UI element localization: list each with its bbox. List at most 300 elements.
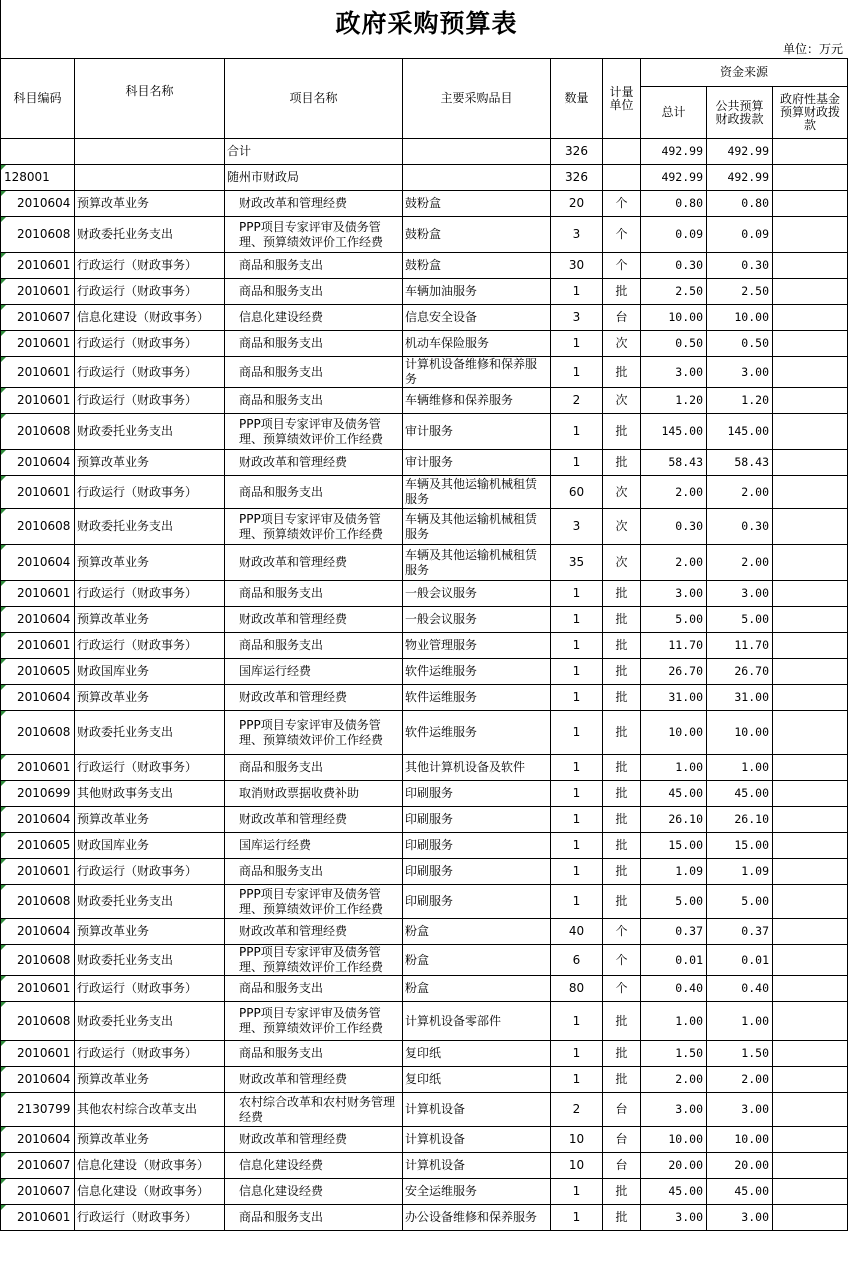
total-cell: 3.00 [641, 1205, 707, 1231]
code-cell: 2010601 [1, 331, 75, 357]
public-budget-cell: 1.00 [707, 755, 773, 781]
unit-cell: 台 [603, 1127, 641, 1153]
table-row [1, 781, 848, 807]
code-cell: 2010607 [1, 1179, 75, 1205]
unit-cell: 批 [603, 807, 641, 833]
header-qty: 数量 [551, 59, 603, 139]
subject-cell: 财政委托业务支出 [75, 711, 225, 755]
table-row [1, 545, 848, 581]
gov-fund-cell [773, 1153, 848, 1179]
table-row [1, 331, 848, 357]
subject-cell: 财政委托业务支出 [75, 217, 225, 253]
subject-cell: 信息化建设（财政事务） [75, 305, 225, 331]
unit-cell: 批 [603, 1179, 641, 1205]
header-funding: 资金来源 [641, 59, 848, 87]
unit-label: 单位：万元 [782, 42, 843, 56]
gov-fund-cell [773, 885, 848, 919]
project-cell: 随州市财政局 [225, 165, 403, 191]
gov-fund-cell [773, 545, 848, 581]
total-cell: 1.00 [641, 755, 707, 781]
gov-fund-cell [773, 659, 848, 685]
public-budget-cell: 26.10 [707, 807, 773, 833]
qty-cell: 326 [551, 139, 603, 165]
qty-cell: 80 [551, 976, 603, 1002]
code-cell: 2010601 [1, 476, 75, 509]
project-cell: 国库运行经费 [225, 833, 403, 859]
project-cell: PPP项目专家评审及债务管理、预算绩效评价工作经费 [225, 414, 403, 450]
code-cell: 2010699 [1, 781, 75, 807]
public-budget-cell: 0.50 [707, 331, 773, 357]
table-row [1, 509, 848, 545]
gov-fund-cell [773, 388, 848, 414]
item-cell: 软件运维服务 [403, 659, 551, 685]
unit-cell: 批 [603, 685, 641, 711]
gov-fund-cell [773, 711, 848, 755]
project-cell: 财政改革和管理经费 [225, 191, 403, 217]
table-row [1, 191, 848, 217]
code-cell: 2010608 [1, 217, 75, 253]
project-cell: 商品和服务支出 [225, 388, 403, 414]
code-cell: 2010604 [1, 807, 75, 833]
unit-cell: 批 [603, 1002, 641, 1041]
qty-cell: 1 [551, 581, 603, 607]
unit-cell: 个 [603, 945, 641, 976]
public-budget-cell: 0.30 [707, 253, 773, 279]
subject-cell: 财政委托业务支出 [75, 1002, 225, 1041]
qty-cell: 60 [551, 476, 603, 509]
code-cell: 2010604 [1, 607, 75, 633]
project-cell: 商品和服务支出 [225, 357, 403, 388]
subject-cell: 行政运行（财政事务） [75, 476, 225, 509]
qty-cell: 10 [551, 1153, 603, 1179]
item-cell: 其他计算机设备及软件 [403, 755, 551, 781]
qty-cell: 2 [551, 1093, 603, 1127]
total-cell: 0.50 [641, 331, 707, 357]
code-cell: 2010607 [1, 305, 75, 331]
qty-cell: 30 [551, 253, 603, 279]
header-project: 项目名称 [225, 59, 403, 139]
subject-cell: 预算改革业务 [75, 607, 225, 633]
project-cell: 农村综合改革和农村财务管理经费 [225, 1093, 403, 1127]
budget-table [0, 58, 848, 1231]
total-cell: 20.00 [641, 1153, 707, 1179]
total-cell: 26.70 [641, 659, 707, 685]
public-budget-cell: 0.37 [707, 919, 773, 945]
unit-cell: 批 [603, 607, 641, 633]
project-cell: 商品和服务支出 [225, 581, 403, 607]
item-cell: 粉盒 [403, 919, 551, 945]
item-cell: 鼓粉盒 [403, 191, 551, 217]
header-gov-fund: 政府性基金预算财政拨款 [773, 87, 848, 139]
code-cell: 2010604 [1, 1067, 75, 1093]
unit-cell: 个 [603, 253, 641, 279]
qty-cell: 1 [551, 755, 603, 781]
public-budget-cell: 26.70 [707, 659, 773, 685]
public-budget-cell: 145.00 [707, 414, 773, 450]
subject-cell: 财政国库业务 [75, 659, 225, 685]
code-cell: 2010601 [1, 1205, 75, 1231]
item-cell: 一般会议服务 [403, 607, 551, 633]
subject-cell: 行政运行（财政事务） [75, 755, 225, 781]
total-cell: 10.00 [641, 1127, 707, 1153]
code-cell: 2010608 [1, 509, 75, 545]
item-cell: 复印纸 [403, 1067, 551, 1093]
subject-cell: 财政委托业务支出 [75, 945, 225, 976]
table-row [1, 711, 848, 755]
total-cell: 0.01 [641, 945, 707, 976]
public-budget-cell: 492.99 [707, 139, 773, 165]
subject-cell: 预算改革业务 [75, 1127, 225, 1153]
code-cell: 2010608 [1, 414, 75, 450]
public-budget-cell: 0.40 [707, 976, 773, 1002]
code-cell: 2010604 [1, 191, 75, 217]
total-cell: 1.00 [641, 1002, 707, 1041]
subject-cell: 预算改革业务 [75, 191, 225, 217]
public-budget-cell: 10.00 [707, 305, 773, 331]
project-cell: 取消财政票据收费补助 [225, 781, 403, 807]
code-cell: 2010608 [1, 1002, 75, 1041]
item-cell: 计算机设备零部件 [403, 1002, 551, 1041]
gov-fund-cell [773, 191, 848, 217]
unit-cell: 批 [603, 859, 641, 885]
project-cell: PPP项目专家评审及债务管理、预算绩效评价工作经费 [225, 509, 403, 545]
total-cell: 5.00 [641, 607, 707, 633]
public-budget-cell: 2.00 [707, 545, 773, 581]
table-row [1, 1127, 848, 1153]
project-cell: PPP项目专家评审及债务管理、预算绩效评价工作经费 [225, 711, 403, 755]
project-cell: 财政改革和管理经费 [225, 1067, 403, 1093]
table-row [1, 165, 848, 191]
total-cell: 3.00 [641, 581, 707, 607]
subject-cell: 行政运行（财政事务） [75, 1205, 225, 1231]
project-cell: 国库运行经费 [225, 659, 403, 685]
item-cell: 印刷服务 [403, 859, 551, 885]
gov-fund-cell [773, 581, 848, 607]
item-cell: 审计服务 [403, 450, 551, 476]
public-budget-cell: 5.00 [707, 885, 773, 919]
qty-cell: 1 [551, 885, 603, 919]
item-cell: 印刷服务 [403, 781, 551, 807]
qty-cell: 6 [551, 945, 603, 976]
public-budget-cell: 3.00 [707, 357, 773, 388]
subject-cell: 其他农村综合改革支出 [75, 1093, 225, 1127]
unit-cell: 个 [603, 191, 641, 217]
project-cell: 信息化建设经费 [225, 1153, 403, 1179]
item-cell: 软件运维服务 [403, 685, 551, 711]
total-cell: 0.30 [641, 253, 707, 279]
unit-cell: 批 [603, 450, 641, 476]
project-cell: PPP项目专家评审及债务管理、预算绩效评价工作经费 [225, 217, 403, 253]
subject-cell: 财政国库业务 [75, 833, 225, 859]
gov-fund-cell [773, 509, 848, 545]
total-cell: 58.43 [641, 450, 707, 476]
project-cell: 财政改革和管理经费 [225, 919, 403, 945]
unit-cell: 个 [603, 217, 641, 253]
code-cell: 2010608 [1, 711, 75, 755]
header-public-budget: 公共预算 财政拨款 [707, 87, 773, 139]
qty-cell: 1 [551, 685, 603, 711]
item-cell: 审计服务 [403, 414, 551, 450]
unit-cell: 批 [603, 755, 641, 781]
table-row [1, 1067, 848, 1093]
project-cell: 商品和服务支出 [225, 279, 403, 305]
qty-cell: 3 [551, 509, 603, 545]
project-cell: 财政改革和管理经费 [225, 607, 403, 633]
gov-fund-cell [773, 253, 848, 279]
item-cell: 物业管理服务 [403, 633, 551, 659]
qty-cell: 1 [551, 414, 603, 450]
public-budget-cell: 10.00 [707, 1127, 773, 1153]
total-cell: 145.00 [641, 414, 707, 450]
project-cell: 信息化建设经费 [225, 1179, 403, 1205]
project-cell: 商品和服务支出 [225, 253, 403, 279]
gov-fund-cell [773, 1205, 848, 1231]
qty-cell: 1 [551, 607, 603, 633]
subject-cell: 信息化建设（财政事务） [75, 1179, 225, 1205]
gov-fund-cell [773, 755, 848, 781]
qty-cell: 1 [551, 807, 603, 833]
qty-cell: 20 [551, 191, 603, 217]
unit-cell: 个 [603, 919, 641, 945]
code-cell: 128001 [1, 165, 75, 191]
total-cell: 492.99 [641, 139, 707, 165]
gov-fund-cell [773, 833, 848, 859]
item-cell: 印刷服务 [403, 833, 551, 859]
gov-fund-cell [773, 1041, 848, 1067]
gov-fund-cell [773, 279, 848, 305]
unit-cell: 批 [603, 279, 641, 305]
table-row [1, 414, 848, 450]
table-row [1, 607, 848, 633]
unit-cell [603, 139, 641, 165]
subject-cell: 财政委托业务支出 [75, 414, 225, 450]
total-cell: 45.00 [641, 781, 707, 807]
unit-cell: 批 [603, 1041, 641, 1067]
qty-cell: 1 [551, 331, 603, 357]
code-cell [1, 139, 75, 165]
project-cell: 商品和服务支出 [225, 755, 403, 781]
subject-cell [75, 165, 225, 191]
subject-cell: 行政运行（财政事务） [75, 633, 225, 659]
item-cell: 车辆加油服务 [403, 279, 551, 305]
gov-fund-cell [773, 1067, 848, 1093]
unit-cell: 台 [603, 1153, 641, 1179]
project-cell: 财政改革和管理经费 [225, 1127, 403, 1153]
table-row [1, 253, 848, 279]
gov-fund-cell [773, 165, 848, 191]
unit-cell: 批 [603, 414, 641, 450]
item-cell: 车辆及其他运输机械租赁服务 [403, 509, 551, 545]
table-row [1, 1041, 848, 1067]
public-budget-cell: 20.00 [707, 1153, 773, 1179]
code-cell: 2010605 [1, 833, 75, 859]
unit-cell: 台 [603, 1093, 641, 1127]
qty-cell: 10 [551, 1127, 603, 1153]
unit-cell: 次 [603, 509, 641, 545]
gov-fund-cell [773, 807, 848, 833]
item-cell: 粉盒 [403, 976, 551, 1002]
item-cell: 车辆及其他运输机械租赁服务 [403, 545, 551, 581]
page-title: 政府采购预算表 [335, 9, 518, 38]
unit-cell [603, 165, 641, 191]
gov-fund-cell [773, 1127, 848, 1153]
unit-cell: 个 [603, 976, 641, 1002]
project-cell: PPP项目专家评审及债务管理、预算绩效评价工作经费 [225, 885, 403, 919]
table-row [1, 305, 848, 331]
project-cell: 商品和服务支出 [225, 1041, 403, 1067]
total-cell: 31.00 [641, 685, 707, 711]
unit-cell: 次 [603, 388, 641, 414]
header-measure-unit: 计量 单位 [603, 59, 641, 139]
qty-cell: 1 [551, 1067, 603, 1093]
subject-cell: 行政运行（财政事务） [75, 1041, 225, 1067]
total-cell: 3.00 [641, 357, 707, 388]
total-cell: 2.00 [641, 476, 707, 509]
table-row [1, 885, 848, 919]
qty-cell: 1 [551, 279, 603, 305]
project-cell: 商品和服务支出 [225, 1205, 403, 1231]
item-cell: 机动车保险服务 [403, 331, 551, 357]
public-budget-cell: 1.09 [707, 859, 773, 885]
project-cell: 财政改革和管理经费 [225, 807, 403, 833]
total-cell: 26.10 [641, 807, 707, 833]
project-cell: 商品和服务支出 [225, 331, 403, 357]
code-cell: 2130799 [1, 1093, 75, 1127]
item-cell: 印刷服务 [403, 885, 551, 919]
unit-cell: 次 [603, 545, 641, 581]
code-cell: 2010604 [1, 685, 75, 711]
table-row [1, 1093, 848, 1127]
total-cell: 492.99 [641, 165, 707, 191]
table-row [1, 357, 848, 388]
subject-cell: 行政运行（财政事务） [75, 331, 225, 357]
table-row [1, 217, 848, 253]
code-cell: 2010601 [1, 253, 75, 279]
qty-cell: 1 [551, 450, 603, 476]
project-cell: 财政改革和管理经费 [225, 450, 403, 476]
qty-cell: 1 [551, 633, 603, 659]
code-cell: 2010607 [1, 1153, 75, 1179]
subject-cell: 行政运行（财政事务） [75, 859, 225, 885]
public-budget-cell: 1.50 [707, 1041, 773, 1067]
table-row [1, 659, 848, 685]
project-cell: PPP项目专家评审及债务管理、预算绩效评价工作经费 [225, 945, 403, 976]
gov-fund-cell [773, 919, 848, 945]
total-cell: 11.70 [641, 633, 707, 659]
item-cell: 信息安全设备 [403, 305, 551, 331]
code-cell: 2010601 [1, 859, 75, 885]
item-cell: 软件运维服务 [403, 711, 551, 755]
subject-cell: 信息化建设（财政事务） [75, 1153, 225, 1179]
table-row [1, 633, 848, 659]
public-budget-cell: 3.00 [707, 581, 773, 607]
total-cell: 2.00 [641, 545, 707, 581]
public-budget-cell: 0.80 [707, 191, 773, 217]
subject-cell: 预算改革业务 [75, 450, 225, 476]
code-cell: 2010601 [1, 279, 75, 305]
header-item: 主要采购品目 [403, 59, 551, 139]
item-cell: 安全运维服务 [403, 1179, 551, 1205]
subject-cell [75, 139, 225, 165]
item-cell: 印刷服务 [403, 807, 551, 833]
unit-cell: 批 [603, 885, 641, 919]
gov-fund-cell [773, 945, 848, 976]
gov-fund-cell [773, 1002, 848, 1041]
table-row [1, 279, 848, 305]
table-row [1, 919, 848, 945]
code-cell: 2010601 [1, 755, 75, 781]
gov-fund-cell [773, 633, 848, 659]
unit-cell: 批 [603, 1067, 641, 1093]
table-row [1, 685, 848, 711]
unit-cell: 批 [603, 781, 641, 807]
code-cell: 2010604 [1, 1127, 75, 1153]
unit-cell: 批 [603, 581, 641, 607]
qty-cell: 1 [551, 711, 603, 755]
total-cell: 2.00 [641, 1067, 707, 1093]
total-cell: 45.00 [641, 1179, 707, 1205]
project-cell: PPP项目专家评审及债务管理、预算绩效评价工作经费 [225, 1002, 403, 1041]
public-budget-cell: 0.01 [707, 945, 773, 976]
public-budget-cell: 0.30 [707, 509, 773, 545]
table-row [1, 388, 848, 414]
subject-cell: 行政运行（财政事务） [75, 388, 225, 414]
unit-cell: 批 [603, 659, 641, 685]
gov-fund-cell [773, 976, 848, 1002]
qty-cell: 2 [551, 388, 603, 414]
subject-cell: 财政委托业务支出 [75, 885, 225, 919]
table-row [1, 1002, 848, 1041]
project-cell: 商品和服务支出 [225, 476, 403, 509]
code-cell: 2010604 [1, 919, 75, 945]
public-budget-cell: 492.99 [707, 165, 773, 191]
subject-cell: 其他财政事务支出 [75, 781, 225, 807]
public-budget-cell: 1.20 [707, 388, 773, 414]
unit-cell: 次 [603, 331, 641, 357]
item-cell: 复印纸 [403, 1041, 551, 1067]
public-budget-cell: 2.00 [707, 1067, 773, 1093]
public-budget-cell: 2.50 [707, 279, 773, 305]
code-cell: 2010605 [1, 659, 75, 685]
public-budget-cell: 3.00 [707, 1205, 773, 1231]
table-row [1, 945, 848, 976]
item-cell: 一般会议服务 [403, 581, 551, 607]
table-row [1, 1153, 848, 1179]
unit-cell: 次 [603, 476, 641, 509]
total-cell: 5.00 [641, 885, 707, 919]
code-cell: 2010601 [1, 357, 75, 388]
total-cell: 1.09 [641, 859, 707, 885]
public-budget-cell: 2.00 [707, 476, 773, 509]
code-cell: 2010608 [1, 885, 75, 919]
code-cell: 2010608 [1, 945, 75, 976]
header-code: 科目编码 [1, 59, 75, 139]
public-budget-cell: 0.09 [707, 217, 773, 253]
unit-cell: 批 [603, 1205, 641, 1231]
project-cell: 商品和服务支出 [225, 859, 403, 885]
subject-cell: 行政运行（财政事务） [75, 357, 225, 388]
project-cell: 商品和服务支出 [225, 633, 403, 659]
qty-cell: 1 [551, 1179, 603, 1205]
total-cell: 10.00 [641, 305, 707, 331]
table-row [1, 450, 848, 476]
table-row [1, 139, 848, 165]
qty-cell: 40 [551, 919, 603, 945]
total-cell: 10.00 [641, 711, 707, 755]
item-cell: 粉盒 [403, 945, 551, 976]
item-cell [403, 139, 551, 165]
gov-fund-cell [773, 357, 848, 388]
